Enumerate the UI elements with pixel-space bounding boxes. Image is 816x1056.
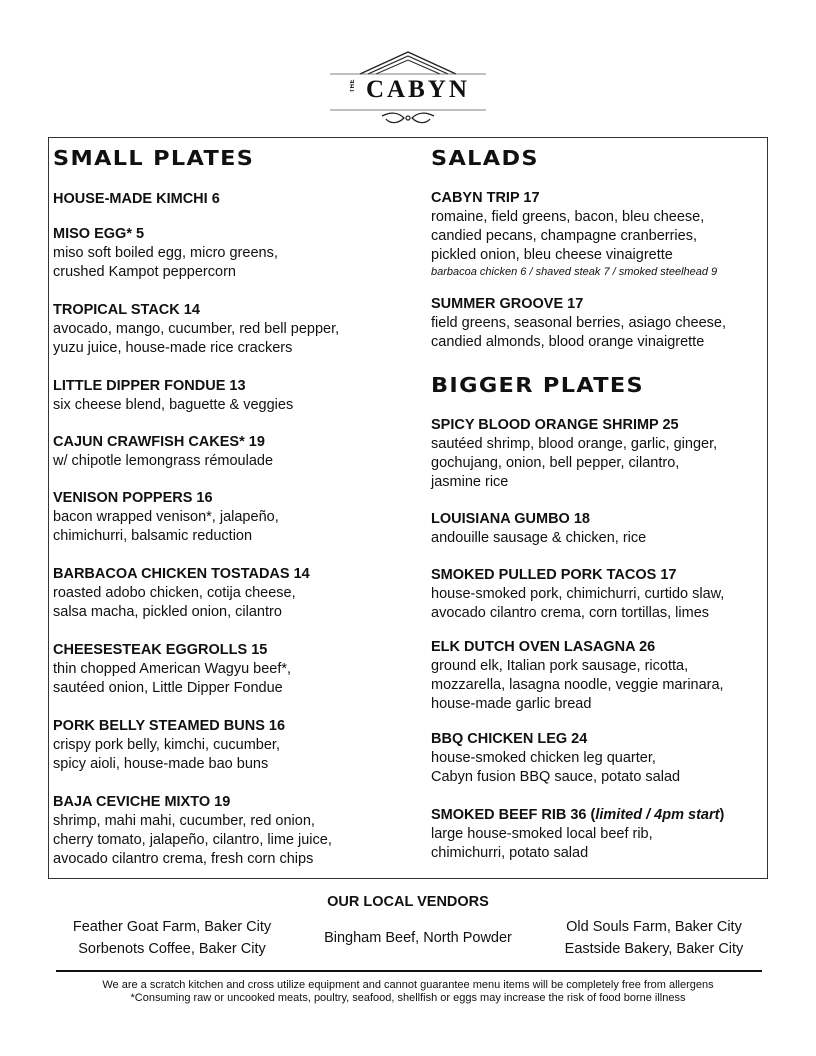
menu-item-name: BBQ CHICKEN LEG 24 (431, 731, 588, 747)
menu-item-name: PORK BELLY STEAMED BUNS 16 (53, 718, 286, 734)
menu-item-name: SUMMER GROOVE 17 (431, 296, 584, 312)
menu-item-name: SPICY BLOOD ORANGE SHRIMP 25 (431, 417, 679, 433)
small-plates-title: SMALL PLATES (53, 146, 255, 170)
menu-item-description: large house-smoked local beef rib, (431, 826, 653, 842)
vendor-name: Eastside Bakery, Baker City (564, 941, 744, 957)
menu-item-description: candied almonds, blood orange vinaigrette (431, 334, 705, 350)
menu-item (53, 301, 339, 358)
bigger-plates-title: BIGGER PLATES (431, 373, 645, 397)
menu-item-description: cherry tomato, jalapeño, cilantro, lime juice, (53, 832, 332, 848)
menu-item-description: pickled onion, bleu cheese vinaigrette (431, 247, 673, 263)
raw-food-disclaimer: *Consuming raw or uncooked meats, poultry, seafood, shellfish or eggs may increase the risk of food borne illness (130, 992, 686, 1004)
menu-item-description: avocado cilantro crema, fresh corn chips (53, 851, 314, 867)
menu-item (53, 190, 220, 209)
menu-item-name: BAJA CEVICHE MIXTO 19 (53, 794, 231, 810)
menu-item-description: field greens, seasonal berries, asiago cheese, (431, 315, 727, 331)
logo-the-text: THE (350, 79, 356, 93)
menu-item-description: mozzarella, lasagna noodle, veggie marinara, (431, 677, 724, 693)
menu-item-description: romaine, field greens, bacon, bleu cheese, (431, 209, 705, 225)
menu-item-description: ground elk, Italian pork sausage, ricotta, (431, 658, 689, 674)
menu-item (53, 433, 273, 471)
menu-item (53, 717, 285, 774)
menu-item (431, 730, 680, 787)
menu-item-name: CHEESESTEAK EGGROLLS 15 (53, 642, 268, 658)
menu-item (431, 510, 646, 548)
vendors-right (536, 916, 772, 960)
menu-item-description: crushed Kampot peppercorn (53, 264, 236, 280)
vendors-title: OUR LOCAL VENDORS (327, 894, 489, 910)
menu-item-description: avocado, mango, cucumber, red bell pepper, (53, 321, 340, 337)
cabyn-logo (326, 48, 490, 130)
menu-item (431, 416, 717, 492)
menu-item-name: VENISON POPPERS 16 (53, 490, 213, 506)
menu-item-addons: barbacoa chicken 6 / shaved steak 7 / smoked steelhead 9 (431, 266, 718, 278)
menu-item-description: andouille sausage & chicken, rice (431, 530, 647, 546)
menu-item-name: CABYN TRIP 17 (431, 190, 540, 206)
menu-item (431, 566, 724, 623)
menu-item-name (431, 806, 724, 825)
menu-item-description: chimichurri, potato salad (431, 845, 589, 861)
menu-item-description: sautéed shrimp, blood orange, garlic, ginger, (431, 436, 718, 452)
allergen-disclaimer: We are a scratch kitchen and cross utilize equipment and cannot guarantee menu items will be completely free from allergens (102, 979, 714, 991)
menu-item-name: CAJUN CRAWFISH CAKES* 19 (53, 434, 265, 450)
menu-item-name: LOUISIANA GUMBO 18 (431, 511, 590, 527)
menu-box (48, 137, 768, 879)
menu-item (431, 806, 724, 863)
menu-item-description: gochujang, onion, bell pepper, cilantro, (431, 455, 680, 471)
menu-item-description: house-smoked pork, chimichurri, curtido slaw, (431, 586, 725, 602)
menu-item-description: thin chopped American Wagyu beef*, (53, 661, 292, 677)
menu-item-name: ELK DUTCH OVEN LASAGNA 26 (431, 639, 656, 655)
vendor-name: Sorbenots Coffee, Baker City (78, 941, 266, 957)
disclaimer (0, 979, 816, 1005)
salads-title: SALADS (431, 146, 539, 170)
menu-item-description: salsa macha, pickled onion, cilantro (53, 604, 282, 620)
menu-item-description: Cabyn fusion BBQ sauce, potato salad (431, 769, 681, 785)
menu-item (431, 295, 726, 352)
menu-item-name: LITTLE DIPPER FONDUE 13 (53, 378, 246, 394)
menu-item-name-prefix: SMOKED BEEF RIB 36 ( (431, 807, 596, 823)
divider (56, 970, 762, 972)
menu-item (53, 793, 332, 869)
menu-item-description: w/ chipotle lemongrass rémoulade (53, 453, 274, 469)
menu-item-description: house-smoked chicken leg quarter, (431, 750, 656, 766)
menu-item-description: bacon wrapped venison*, jalapeño, (53, 509, 279, 525)
menu-item-name: SMOKED PULLED PORK TACOS 17 (431, 567, 677, 583)
menu-item-description: house-made garlic bread (431, 696, 592, 712)
logo-wordmark: CABYN (366, 76, 470, 103)
menu-item (431, 189, 717, 280)
menu-item-description: candied pecans, champagne cranberries, (431, 228, 697, 244)
menu-item-description: miso soft boiled egg, micro greens, (53, 245, 278, 261)
menu-item-name: BARBACOA CHICKEN TOSTADAS 14 (53, 566, 310, 582)
menu-item-description: six cheese blend, baguette & veggies (53, 397, 294, 413)
menu-item-description: crispy pork belly, kimchi, cucumber, (53, 737, 280, 753)
menu-item-description: roasted adobo chicken, cotija cheese, (53, 585, 296, 601)
menu-item-name: TROPICAL STACK 14 (53, 302, 200, 318)
menu-item (53, 641, 291, 698)
menu-item-name-note: limited / 4pm start (595, 807, 720, 823)
menu-item-description: chimichurri, balsamic reduction (53, 528, 253, 544)
menu-item-description: spicy aioli, house-made bao buns (53, 756, 269, 772)
menu-item (53, 565, 310, 622)
menu-item-name: MISO EGG* 5 (53, 226, 145, 242)
vendor-name: Bingham Beef, North Powder (324, 930, 512, 946)
menu-item-description: jasmine rice (431, 474, 509, 490)
vendor-name: Feather Goat Farm, Baker City (72, 919, 272, 935)
vendor-name: Old Souls Farm, Baker City (566, 919, 742, 935)
menu-item-description: sautéed onion, Little Dipper Fondue (53, 680, 283, 696)
menu-item-name: HOUSE-MADE KIMCHI 6 (53, 191, 220, 207)
menu-item (53, 377, 293, 415)
menu-item-description: avocado cilantro crema, corn tortillas, limes (431, 605, 710, 621)
menu-item (431, 638, 724, 714)
menu-item (53, 489, 279, 546)
menu-item-name-suffix: ) (719, 807, 725, 823)
menu-item-description: yuzu juice, house-made rice crackers (53, 340, 293, 356)
menu-item (53, 225, 278, 282)
vendors-middle (300, 927, 536, 949)
menu-item-description: shrimp, mahi mahi, cucumber, red onion, (53, 813, 315, 829)
vendors-left (52, 916, 292, 960)
